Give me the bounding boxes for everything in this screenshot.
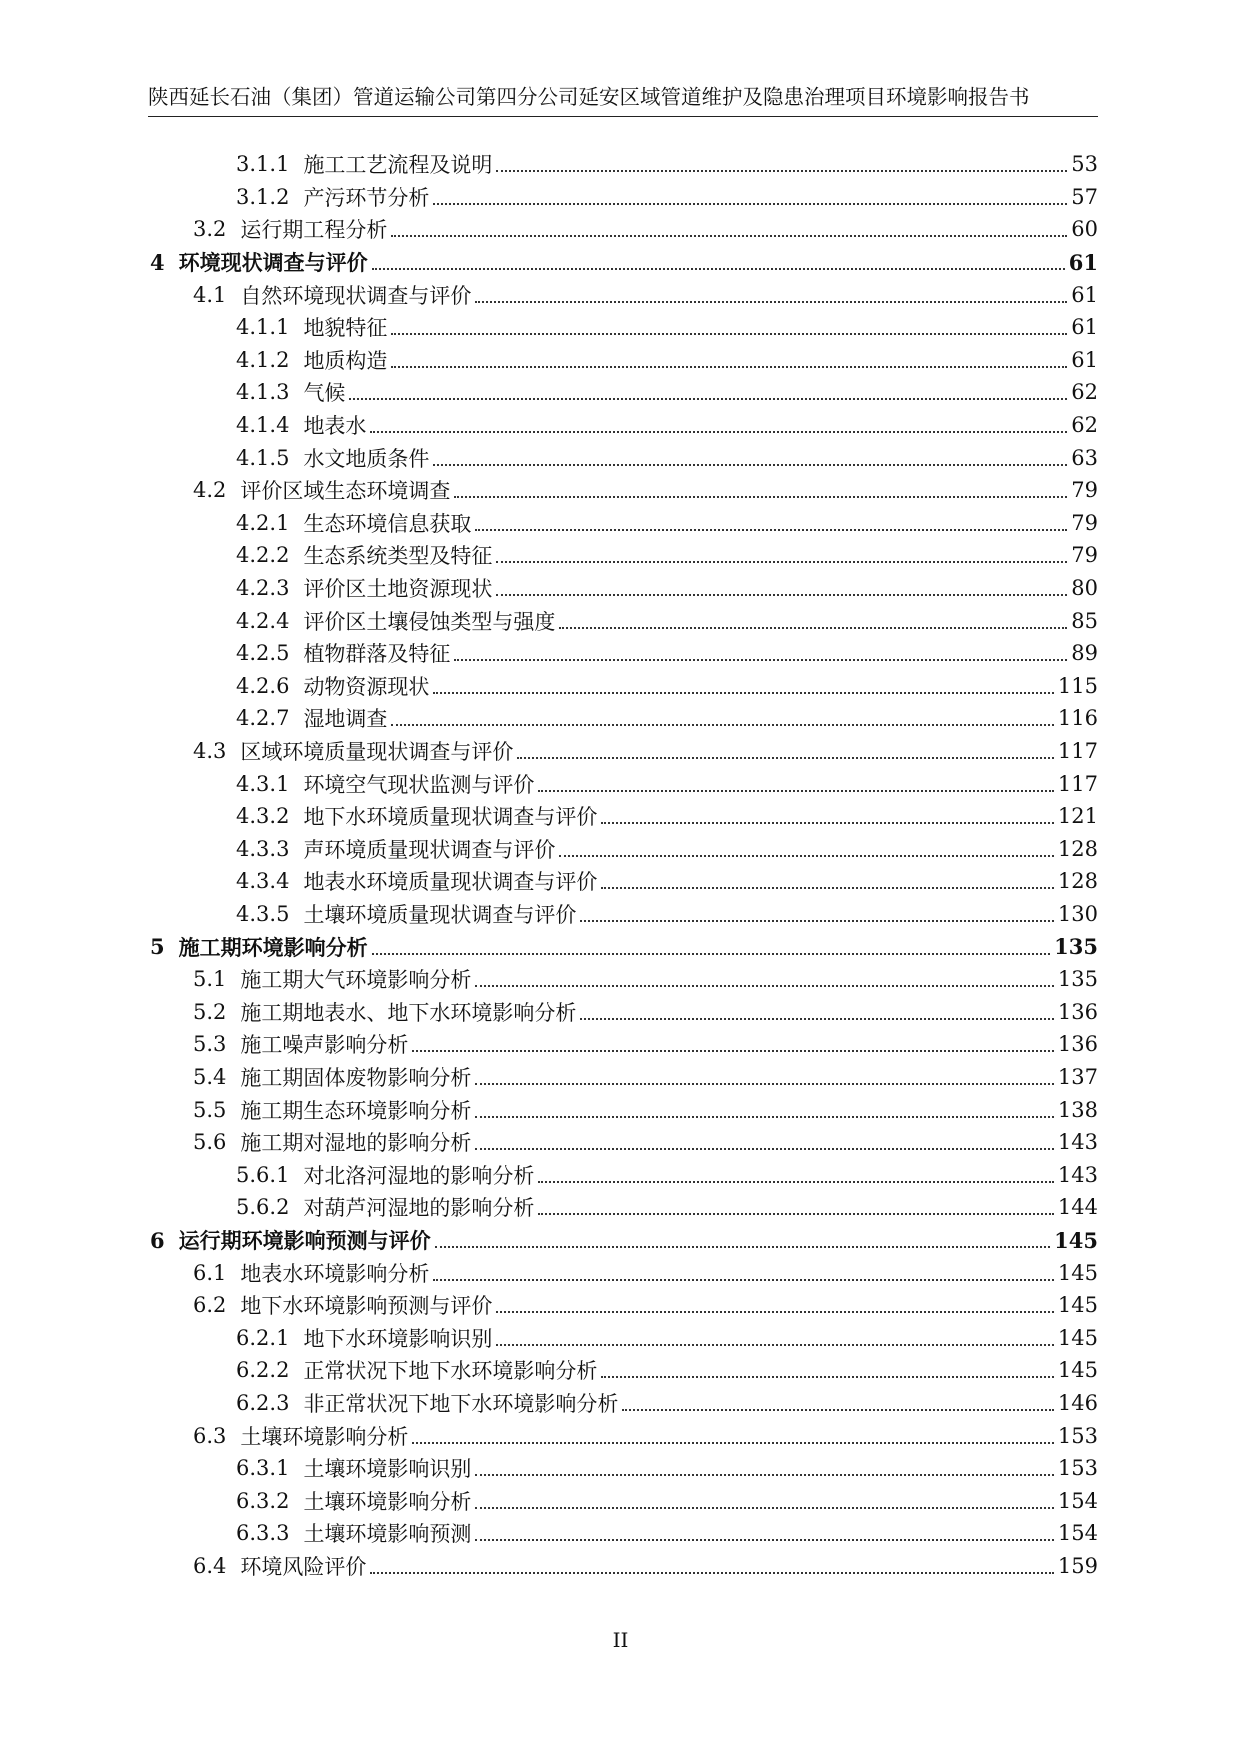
toc-entry-title: 生态系统类型及特征 xyxy=(303,544,493,569)
toc-leader-dots xyxy=(475,1539,1053,1541)
toc-entry-page: 145 xyxy=(1054,1227,1098,1253)
toc-entry-number: 6.3.3 xyxy=(236,1521,290,1546)
toc-entry-title: 施工期环境影响分析 xyxy=(178,934,368,960)
toc-leader-dots xyxy=(454,659,1067,661)
toc-leader-dots xyxy=(496,1311,1054,1313)
toc-entry-page: 128 xyxy=(1057,836,1098,861)
toc-leader-dots xyxy=(391,366,1067,368)
toc-entry-title: 气候 xyxy=(303,381,346,406)
toc-entry-page: 80 xyxy=(1071,576,1098,601)
toc-leader-dots xyxy=(496,170,1067,172)
toc-entry[interactable] xyxy=(193,1419,1098,1452)
toc-entry-number: 5.4 xyxy=(193,1065,227,1090)
toc-entry-title: 施工噪声影响分析 xyxy=(240,1033,409,1058)
toc-entry-title: 土壤环境影响识别 xyxy=(303,1457,472,1482)
toc-entry-title: 土壤环境质量现状调查与评价 xyxy=(303,903,577,928)
toc-entry-number: 4.1.2 xyxy=(236,347,290,372)
toc-leader-dots xyxy=(349,398,1067,400)
toc-entry-page: 154 xyxy=(1057,1521,1098,1546)
toc-entry-page: 79 xyxy=(1071,543,1098,568)
toc-entry-title: 评价区土壤侵蚀类型与强度 xyxy=(303,609,556,634)
toc-entry-title: 产污环节分析 xyxy=(303,185,430,210)
toc-entry[interactable] xyxy=(236,767,1098,800)
toc-entry-number: 6.2.3 xyxy=(236,1391,290,1416)
toc-entry-page: 61 xyxy=(1071,347,1098,372)
toc-entry-page: 117 xyxy=(1057,739,1098,764)
toc-leader-dots xyxy=(580,920,1053,922)
toc-entry-page: 145 xyxy=(1057,1293,1098,1318)
toc-entry-number: 5.1 xyxy=(193,967,227,992)
toc-entry-title: 地下水环境影响识别 xyxy=(303,1326,493,1351)
toc-entry-title: 正常状况下地下水环境影响分析 xyxy=(303,1359,598,1384)
toc-entry-title: 声环境质量现状调查与评价 xyxy=(303,837,556,862)
toc-leader-dots xyxy=(372,268,1065,270)
toc-entry-page: 154 xyxy=(1057,1488,1098,1513)
toc-entry[interactable] xyxy=(236,1485,1098,1518)
toc-entry-page: 117 xyxy=(1057,771,1098,796)
toc-entry[interactable] xyxy=(236,637,1098,670)
toc-entry-number: 3.2 xyxy=(193,217,227,242)
toc-entry-page: 130 xyxy=(1057,902,1098,927)
toc-entry-number: 4.1.1 xyxy=(236,315,290,340)
toc-entry-page: 143 xyxy=(1057,1130,1098,1155)
toc-entry-title: 土壤环境影响分析 xyxy=(303,1489,472,1514)
toc-leader-dots xyxy=(601,822,1053,824)
toc-entry-number: 4.2.7 xyxy=(236,706,290,731)
toc-entry-number: 4.2 xyxy=(193,478,227,503)
toc-entry-page: 63 xyxy=(1071,445,1098,470)
toc-entry-number: 4 xyxy=(150,249,165,275)
toc-entry-number: 5.6.1 xyxy=(236,1162,290,1187)
toc-leader-dots xyxy=(391,333,1067,335)
toc-entry[interactable] xyxy=(193,1093,1098,1126)
toc-entry-number: 4.3.3 xyxy=(236,836,290,861)
toc-entry-title: 地质构造 xyxy=(303,348,388,373)
toc-entry-number: 6.4 xyxy=(193,1554,227,1579)
toc-entry-number: 6.1 xyxy=(193,1260,227,1285)
toc-entry[interactable] xyxy=(236,1159,1098,1192)
toc-entry[interactable] xyxy=(236,800,1098,833)
toc-leader-dots xyxy=(433,1279,1054,1281)
toc-entry-title: 施工期对湿地的影响分析 xyxy=(240,1131,472,1156)
toc-entry[interactable] xyxy=(236,1387,1098,1420)
toc-entry-page: 138 xyxy=(1057,1097,1098,1122)
toc-leader-dots xyxy=(559,855,1053,857)
toc-entry[interactable] xyxy=(236,539,1098,572)
toc-entry-page: 136 xyxy=(1057,999,1098,1024)
toc-entry-number: 5.6 xyxy=(193,1130,227,1155)
toc-entry-page: 61 xyxy=(1071,282,1098,307)
toc-entry-number: 4.2.4 xyxy=(236,608,290,633)
toc-entry-number: 5.5 xyxy=(193,1097,227,1122)
toc-leader-dots xyxy=(496,1344,1053,1346)
toc-leader-dots xyxy=(370,431,1067,433)
toc-entry-number: 6.2.1 xyxy=(236,1325,290,1350)
toc-entry-title: 环境风险评价 xyxy=(240,1555,367,1580)
toc-entry[interactable] xyxy=(150,1224,1098,1257)
toc-entry-number: 4.3 xyxy=(193,739,227,764)
toc-leader-dots xyxy=(391,235,1067,237)
toc-entry[interactable] xyxy=(193,963,1098,996)
toc-entry[interactable] xyxy=(236,441,1098,474)
toc-entry[interactable] xyxy=(236,507,1098,540)
toc-entry-page: 135 xyxy=(1054,934,1098,960)
toc-entry-page: 79 xyxy=(1071,478,1098,503)
toc-entry-title: 湿地调查 xyxy=(303,707,388,732)
toc-entry-page: 60 xyxy=(1071,217,1098,242)
toc-entry-page: 61 xyxy=(1068,249,1098,275)
toc-entry[interactable] xyxy=(193,1256,1098,1289)
toc-leader-dots xyxy=(559,627,1067,629)
toc-entry[interactable] xyxy=(150,930,1098,963)
toc-entry-number: 5 xyxy=(150,934,165,960)
toc-entry-page: 135 xyxy=(1057,967,1098,992)
toc-entry[interactable] xyxy=(193,278,1098,311)
toc-entry-number: 3.1.2 xyxy=(236,184,290,209)
toc-entry-page: 144 xyxy=(1057,1195,1098,1220)
toc-entry-number: 4.2.1 xyxy=(236,510,290,535)
toc-leader-dots xyxy=(412,1442,1054,1444)
toc-entry[interactable] xyxy=(193,1550,1098,1583)
toc-entry[interactable] xyxy=(193,735,1098,768)
toc-leader-dots xyxy=(601,1376,1053,1378)
toc-entry[interactable] xyxy=(236,572,1098,605)
toc-entry[interactable] xyxy=(193,1289,1098,1322)
toc-entry-number: 4.1.3 xyxy=(236,380,290,405)
toc-entry[interactable] xyxy=(150,246,1098,279)
toc-leader-dots xyxy=(475,301,1067,303)
toc-entry[interactable] xyxy=(236,1517,1098,1550)
toc-entry-number: 4.1.5 xyxy=(236,445,290,470)
toc-entry[interactable] xyxy=(236,1452,1098,1485)
toc-leader-dots xyxy=(475,1507,1053,1509)
toc-entry-page: 153 xyxy=(1057,1456,1098,1481)
toc-entry-page: 146 xyxy=(1057,1391,1098,1416)
toc-leader-dots xyxy=(622,1409,1053,1411)
toc-leader-dots xyxy=(475,1116,1054,1118)
toc-leader-dots xyxy=(454,496,1067,498)
toc-leader-dots xyxy=(538,1213,1053,1215)
toc-entry[interactable] xyxy=(193,474,1098,507)
toc-leader-dots xyxy=(433,203,1067,205)
toc-entry-number: 6.2.2 xyxy=(236,1358,290,1383)
toc-entry-title: 施工期大气环境影响分析 xyxy=(240,968,472,993)
toc-entry[interactable] xyxy=(236,1322,1098,1355)
toc-entry-title: 对北洛河湿地的影响分析 xyxy=(303,1163,535,1188)
toc-entry-number: 6.3.1 xyxy=(236,1456,290,1481)
toc-entry[interactable] xyxy=(236,148,1098,181)
toc-leader-dots xyxy=(475,1474,1053,1476)
toc-entry-page: 62 xyxy=(1071,413,1098,438)
toc-leader-dots xyxy=(538,1181,1053,1183)
toc-entry[interactable] xyxy=(236,898,1098,931)
toc-entry-number: 4.2.5 xyxy=(236,641,290,666)
toc-entry-title: 区域环境质量现状调查与评价 xyxy=(240,740,514,765)
toc-entry[interactable] xyxy=(236,1191,1098,1224)
toc-entry[interactable] xyxy=(193,213,1098,246)
toc-entry-number: 5.6.2 xyxy=(236,1195,290,1220)
toc-entry[interactable] xyxy=(236,409,1098,442)
toc-entry-number: 6.3 xyxy=(193,1423,227,1448)
toc-entry-page: 153 xyxy=(1057,1423,1098,1448)
toc-entry-page: 145 xyxy=(1057,1325,1098,1350)
toc-leader-dots xyxy=(475,529,1067,531)
toc-entry[interactable] xyxy=(193,1061,1098,1094)
toc-leader-dots xyxy=(475,985,1054,987)
toc-entry-number: 5.3 xyxy=(193,1032,227,1057)
toc-leader-dots xyxy=(601,887,1053,889)
toc-entry-page: 145 xyxy=(1057,1358,1098,1383)
toc-entry-title: 施工工艺流程及说明 xyxy=(303,153,493,178)
toc-leader-dots xyxy=(496,594,1067,596)
toc-entry[interactable] xyxy=(193,996,1098,1029)
header-divider xyxy=(148,116,1098,117)
toc-entry-page: 89 xyxy=(1071,641,1098,666)
toc-leader-dots xyxy=(372,953,1051,955)
toc-entry[interactable] xyxy=(236,702,1098,735)
toc-entry-title: 地表水环境质量现状调查与评价 xyxy=(303,870,598,895)
toc-entry[interactable] xyxy=(236,865,1098,898)
toc-entry-number: 4.3.1 xyxy=(236,771,290,796)
toc-entry[interactable] xyxy=(236,670,1098,703)
toc-entry-title: 地下水环境影响预测与评价 xyxy=(240,1294,493,1319)
toc-entry-page: 62 xyxy=(1071,380,1098,405)
toc-entry-page: 79 xyxy=(1071,510,1098,535)
toc-entry-page: 85 xyxy=(1071,608,1098,633)
toc-leader-dots xyxy=(370,1572,1054,1574)
toc-entry-page: 159 xyxy=(1057,1554,1098,1579)
toc-entry-title: 动物资源现状 xyxy=(303,674,430,699)
toc-leader-dots xyxy=(475,1083,1054,1085)
toc-entry-page: 128 xyxy=(1057,869,1098,894)
toc-entry-title: 非正常状况下地下水环境影响分析 xyxy=(303,1392,619,1417)
toc-entry-page: 145 xyxy=(1057,1260,1098,1285)
toc-entry-page: 53 xyxy=(1071,152,1098,177)
toc-entry[interactable] xyxy=(236,344,1098,377)
toc-leader-dots xyxy=(433,692,1053,694)
toc-entry-page: 61 xyxy=(1071,315,1098,340)
toc-leader-dots xyxy=(580,1018,1054,1020)
toc-leader-dots xyxy=(496,561,1067,563)
toc-entry-page: 136 xyxy=(1057,1032,1098,1057)
toc-entry-title: 地表水 xyxy=(303,414,367,439)
toc-entry-number: 4.3.5 xyxy=(236,902,290,927)
toc-entry[interactable] xyxy=(236,181,1098,214)
toc-entry-title: 生态环境信息获取 xyxy=(303,511,472,536)
toc-leader-dots xyxy=(475,1148,1054,1150)
toc-entry-title: 环境现状调查与评价 xyxy=(178,250,368,276)
toc-entry-title: 施工期固体废物影响分析 xyxy=(240,1066,472,1091)
toc-entry-number: 5.2 xyxy=(193,999,227,1024)
toc-entry-number: 4.1 xyxy=(193,282,227,307)
toc-entry-page: 121 xyxy=(1057,804,1098,829)
toc-entry-number: 4.2.2 xyxy=(236,543,290,568)
toc-entry-title: 土壤环境影响预测 xyxy=(303,1522,472,1547)
toc-entry[interactable] xyxy=(236,376,1098,409)
toc-entry-title: 施工期生态环境影响分析 xyxy=(240,1098,472,1123)
toc-entry[interactable] xyxy=(193,1028,1098,1061)
toc-entry-page: 116 xyxy=(1057,706,1098,731)
toc-entry-page: 115 xyxy=(1057,673,1098,698)
toc-entry[interactable] xyxy=(193,1126,1098,1159)
toc-leader-dots xyxy=(391,724,1053,726)
document-header: 陕西延长石油（集团）管道运输公司第四分公司延安区域管道维护及隐患治理项目环境影响报告书 xyxy=(148,85,1030,109)
toc-entry-title: 水文地质条件 xyxy=(303,446,430,471)
toc-entry-number: 3.1.1 xyxy=(236,152,290,177)
toc-leader-dots xyxy=(538,790,1053,792)
toc-entry-number: 4.3.4 xyxy=(236,869,290,894)
toc-entry[interactable] xyxy=(236,311,1098,344)
toc-entry-title: 评价区域生态环境调查 xyxy=(240,479,451,504)
toc-entry-number: 6.3.2 xyxy=(236,1488,290,1513)
toc-leader-dots xyxy=(412,1050,1054,1052)
toc-entry[interactable] xyxy=(236,1354,1098,1387)
toc-entry-number: 6.2 xyxy=(193,1293,227,1318)
toc-entry-number: 4.2.3 xyxy=(236,576,290,601)
toc-entry-title: 环境空气现状监测与评价 xyxy=(303,772,535,797)
toc-leader-dots xyxy=(517,757,1054,759)
toc-entry-title: 自然环境现状调查与评价 xyxy=(240,283,472,308)
toc-entry-page: 57 xyxy=(1071,184,1098,209)
toc-entry-title: 对葫芦河湿地的影响分析 xyxy=(303,1196,535,1221)
toc-entry-title: 地表水环境影响分析 xyxy=(240,1261,430,1286)
toc-entry-number: 6 xyxy=(150,1227,165,1253)
toc-entry[interactable] xyxy=(236,833,1098,866)
toc-entry-title: 施工期地表水、地下水环境影响分析 xyxy=(240,1000,577,1025)
toc-entry-title: 评价区土地资源现状 xyxy=(303,577,493,602)
toc-entry[interactable] xyxy=(236,604,1098,637)
toc-entry-title: 地貌特征 xyxy=(303,316,388,341)
toc-entry-title: 地下水环境质量现状调查与评价 xyxy=(303,805,598,830)
toc-leader-dots xyxy=(435,1246,1051,1248)
toc-entry-title: 植物群落及特征 xyxy=(303,642,451,667)
toc-entry-title: 运行期工程分析 xyxy=(240,218,388,243)
toc-entry-page: 137 xyxy=(1057,1065,1098,1090)
toc-entry-page: 143 xyxy=(1057,1162,1098,1187)
toc-entry-title: 运行期环境影响预测与评价 xyxy=(178,1228,431,1254)
toc-entry-number: 4.1.4 xyxy=(236,413,290,438)
page-number: II xyxy=(612,1628,629,1652)
toc-entry-number: 4.2.6 xyxy=(236,673,290,698)
toc-entry-title: 土壤环境影响分析 xyxy=(240,1424,409,1449)
toc-leader-dots xyxy=(433,464,1067,466)
toc-entry-number: 4.3.2 xyxy=(236,804,290,829)
